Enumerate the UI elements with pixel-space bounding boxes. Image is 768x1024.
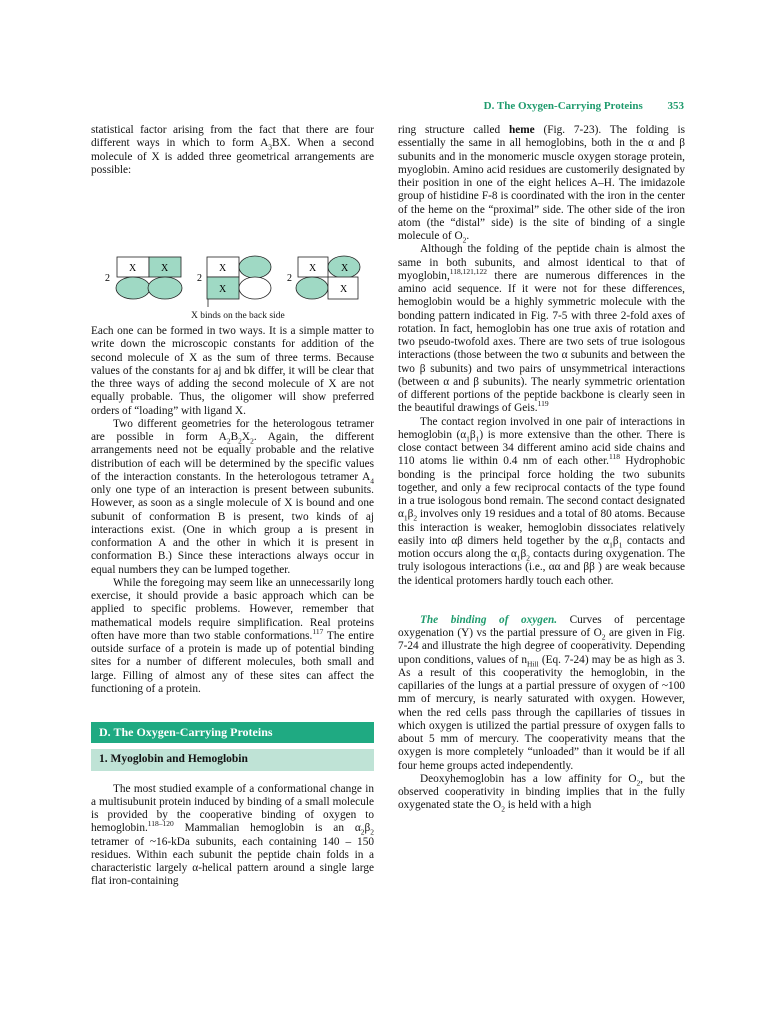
section-heading: D. The Oxygen-Carrying Proteins (91, 722, 374, 743)
ligand-x-label: X (309, 263, 317, 274)
ligand-x-label: X (129, 263, 137, 274)
ligand-x-label: X (219, 263, 227, 274)
page-number: 353 (667, 100, 684, 112)
running-head-title: D. The Oxygen-Carrying Proteins (483, 100, 643, 112)
paragraph: The contact region involved in one pair of interactions in hemoglobin $(\alpha_1\beta_1)$ is more extensive than the other. There is close contact between 34 different amino acid side chains and 110 atoms lie within 0.4 nm of each other.$^{118}$ Hydrophobic bonding is the principal force holding the two subunits together, and only a few reciprocal contacts of the type found in a true isologous bond remain. The second contact designated $\alpha_1\beta_2$ involves only 19 residues and a total of 80 atoms. Because this interaction is weaker, hemoglobin dissociates relatively easily into αβ dimers held together by the $\alpha_1\beta_1$ contacts and motion occurs along the $\alpha_1\beta_2$ contacts during oxygenation. The truly isologous interactions (i.e., αα and ββ ) are weak because the identical protomers hardly touch each other. (398, 415, 686, 587)
paragraph: statistical factor arising from the fact that there are four different ways in which to form $A_3BX$. When a second molecule of X is added three geometrical arrangements are possible: (91, 124, 374, 176)
run-in-heading: The binding of oxygen. (420, 613, 558, 626)
tetramer-arrangements-diagram (91, 177, 374, 325)
paragraph: Each one can be formed in two ways. It is a simple matter to write down the microscopic constants for addition of the second molecule of X as the sum of three terms. Because values of the constants for aj and bk differ, it will be clear that the three ways of adding the second molecule of X are not equally probable. Thus, the oligomer will show preferred orders of “loading” with ligand X. (91, 325, 374, 417)
paragraph: Deoxyhemoglobin has a low affinity for $O_2$, but the observed cooperativity in binding implies that in the fully oxygenated state the $O_2$ is held with a high (398, 772, 685, 814)
running-head (484, 100, 684, 112)
multiplier-label: 2 (197, 273, 202, 284)
ligand-x-label: X (219, 284, 227, 295)
paragraph: While the foregoing may seem like an unnecessarily long exercise, it should provide a basic approach which can be applied to specific problems. However, remember that mathematical models require simplification. Real proteins often have more than two stable conformations.$^{117}$ The entire outside surface of a protein is made up of potential binding sites for a number of different molecules, both small and large. Filling of almost any of these sites can affect the functioning of a protein. (91, 576, 374, 695)
tetramer-diagram-svg (91, 177, 374, 325)
subsection-heading: 1. Myoglobin and Hemoglobin (91, 749, 374, 770)
subunit-circle (116, 277, 150, 299)
term-heme: heme (508, 124, 535, 136)
subunit-circle (239, 277, 271, 299)
left-column (91, 124, 374, 889)
subunit-circle (239, 256, 271, 278)
figure-caption: X binds on the back side (191, 311, 285, 321)
multiplier-label: 2 (287, 273, 292, 284)
paragraph: The most studied example of a conformational change in a multisubunit protein induced by binding of a small molecule is provided by the cooperative binding of oxygen to hemoglobin.$^{118-120}$ Mammalian hemoglobin is an $\alpha_2\beta_2$ tetramer of ~16-kDa subunits, each containing 140 – 150 residues. Within each subunit the peptide chain folds in a characteristic largely α-helical pattern around a single large flat iron-containing (91, 782, 374, 888)
paragraph: The binding of oxygen. Curves of percentage oxygenation (Y) vs the partial pressure of $O_2$ are given in Fig. 7-24 and illustrate the high degree of cooperativity. Depending upon conditions, values of $n_{Hill}$ (Eq. 7-24) may be as high as 3. As a result of this cooperativity the hemoglobin, in the capillaries of the lungs at a partial pressure of oxygen of ~100 mm of mercury, is nearly saturated with oxygen. However, when the red cells pass through the capillaries of tissues in which oxygen is utilized the partial pressure of oxygen falls to about 5 mm of mercury. The cooperativity means that the oxygen is more completely “unloaded” than it would be if all four heme groups acted independently. (398, 613, 685, 772)
multiplier-label: 2 (105, 273, 110, 284)
ligand-x-label: X (341, 263, 349, 274)
paragraph: ring structure called heme (Fig. 7-23). The folding is essentially the same in all hemoglobins, both in the α and β subunits and in the monomeric muscle oxygen storage protein, myoglobin. Amino acid residues are customerily designated by their position in one of the eight helices A–H. The imidazole group of histidine F-8 is coordinated with the iron in the center of the heme on the “proximal” side. The other side of the iron atom (the “distal” side) is the site of binding of a single molecule of $O_2$. (398, 124, 685, 245)
subunit-circle (296, 277, 328, 299)
subunit-circle (148, 277, 182, 299)
ligand-x-label: X (340, 284, 348, 295)
paragraph: Two different geometries for the heterologous tetramer are possible in form $A_2B_2X_2$. Again, the different arrangements need not be equally probable and the relative distribution of each will be determined by the specific values of the interaction constants. In the heterologous tetramer $A_4$ only one type of an interaction is present between subunits. However, as soon as a single molecule of X is bound and one subunit of conformation B is present, two kinds of aj interactions exist. (One in which group a is present in conformation A and the other in which it is present in conformation B.) Since these interactions always occur in equal numbers they can be lumped together. (91, 417, 375, 576)
right-column (398, 124, 685, 813)
paragraph: Although the folding of the peptide chain is almost the same in both subunits, and almost identical to that of myoglobin,$^{118,121,122}$ there are numerous differences in the amino acid sequence. If it were not for these differences, hemoglobin would be a highly symmetric molecule with the bonding pattern indicated in Fig. 7-5 with three 2-fold axes of rotation. In fact, hemoglobin has one true axis of rotation and two pseudo-twofold axes. There are two sets of true isologous interactions (those between the two α subunits and between the two β subunits) and two pairs of unsymmetrical interactions (between α and β subunits). The nearly symmetric orientation of different portions of the peptide backbone is clearly seen in the beautiful drawings of Geis.$^{119}$ (398, 243, 685, 415)
ligand-x-label: X (161, 263, 169, 274)
